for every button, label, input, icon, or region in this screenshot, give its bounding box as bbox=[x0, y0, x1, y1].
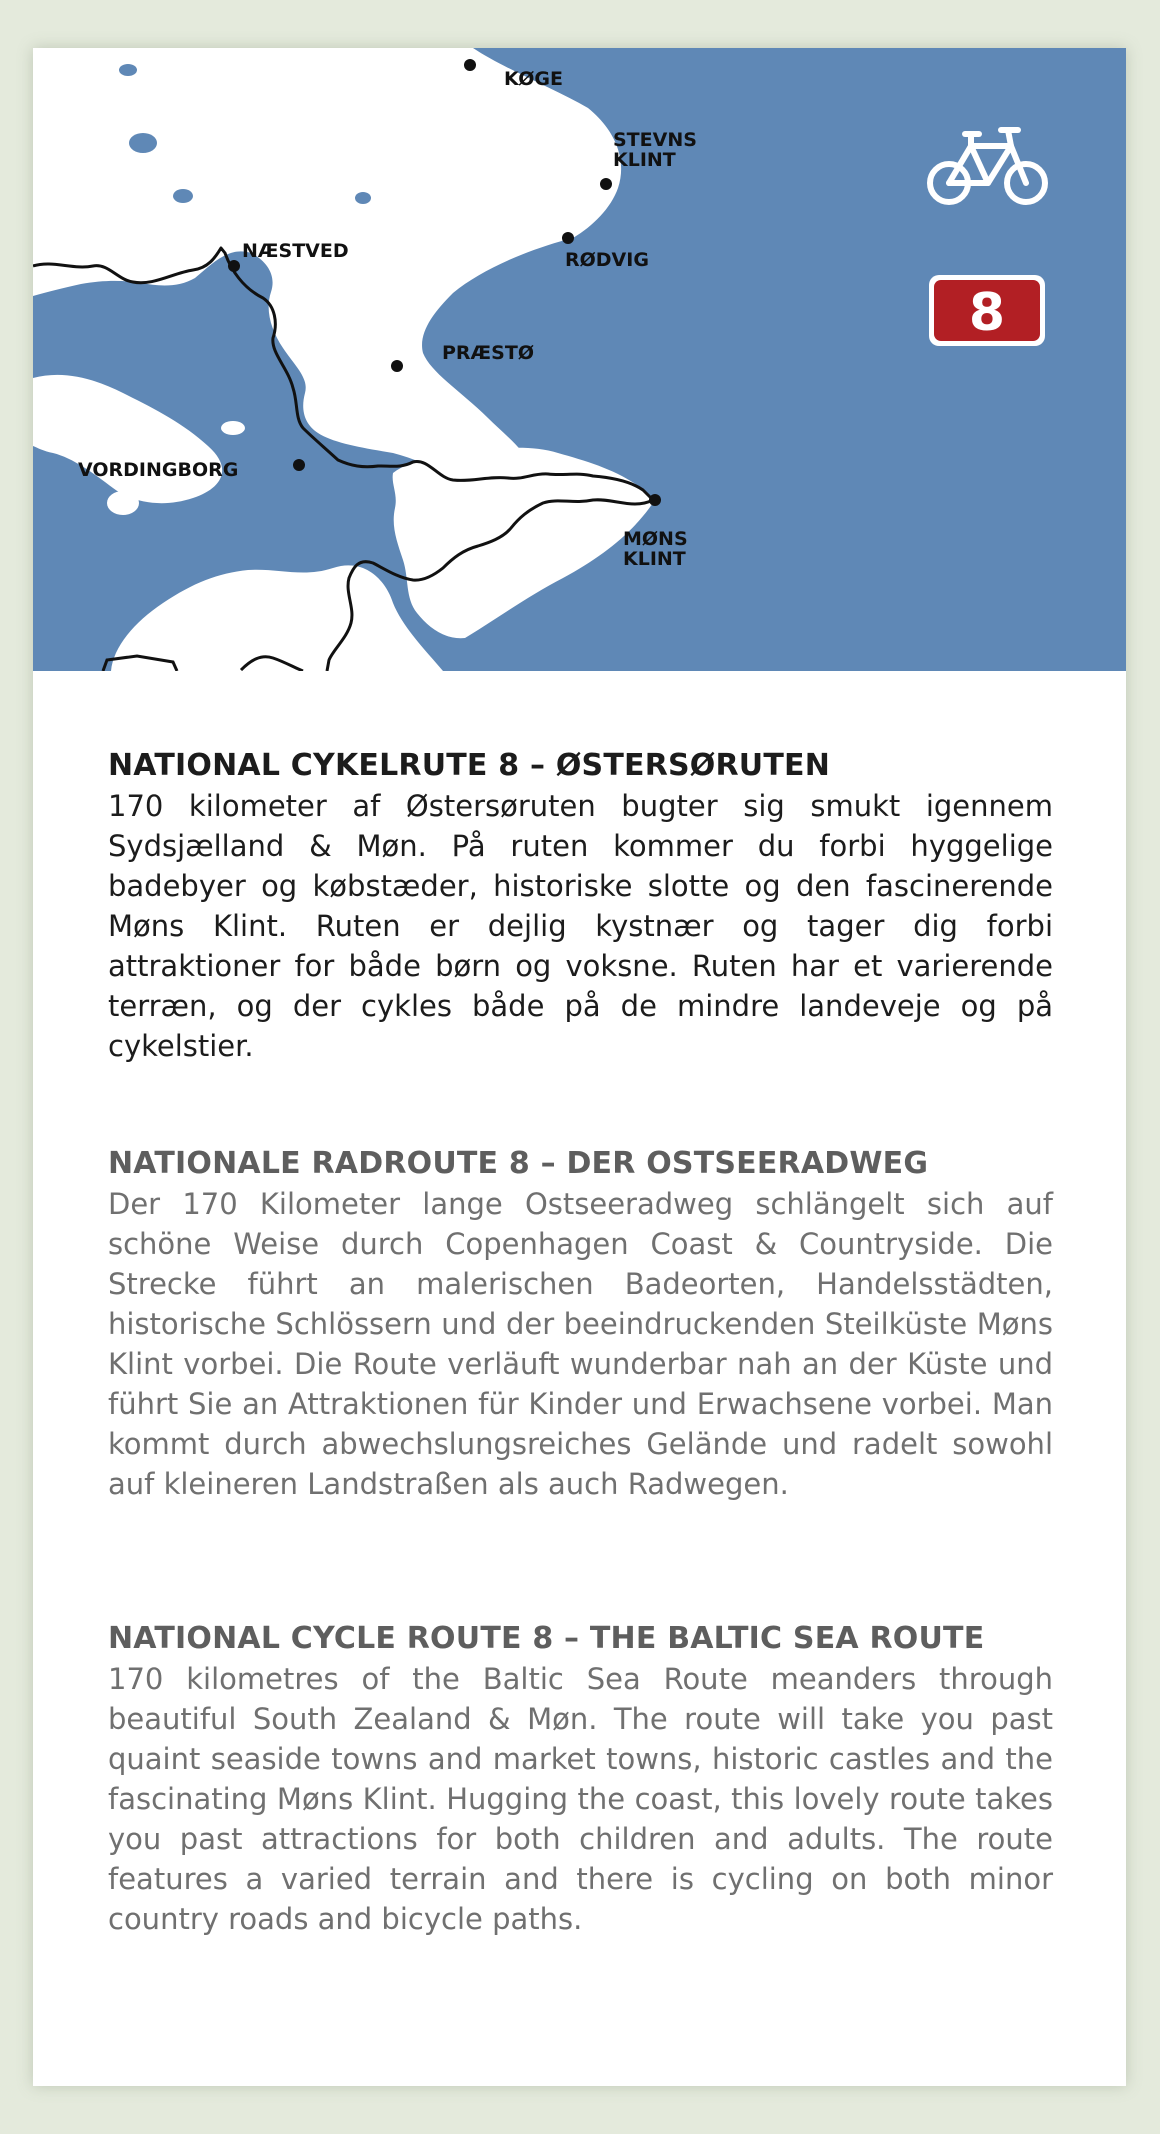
heading-german: NATIONALE RADROUTE 8 – DER OSTSEERADWEG bbox=[108, 1146, 929, 1181]
islet bbox=[467, 434, 503, 448]
body-german: Der 170 Kilometer lange Ostseeradweg schlängelt sich auf schöne Weise durch Copenhagen Coast & Countryside. Die Strecke führt an malerischen Badeorten, Handelsstädten, historische Schlössern und der beeindruckenden Steilküste Møns Klint vorbei. Die Route verläuft wunderbar nah an der Küste und führt Sie an Attraktionen für Kinder und Erwachsene vorbei. Man kommt durch abwechslungsreiches Gelände und radelt sowohl auf kleineren Landstraßen als auch Radwegen. bbox=[108, 1187, 1053, 1501]
islet bbox=[221, 421, 245, 435]
heading-danish: NATIONAL CYKELRUTE 8 – ØSTERSØRUTEN bbox=[108, 748, 831, 783]
route-map[interactable] bbox=[33, 48, 1126, 671]
town-dot-praestoe[interactable] bbox=[391, 360, 403, 372]
section-german bbox=[108, 1144, 1053, 1504]
section-danish bbox=[108, 746, 1053, 1066]
town-dot-stevns-klint[interactable] bbox=[600, 178, 612, 190]
town-label-roedvig: RØDVIG bbox=[565, 249, 649, 271]
lake bbox=[355, 192, 371, 204]
body-danish: 170 kilometer af Østersøruten bugter sig smukt igennem Sydsjælland & Møn. På ruten kommer du forbi hyggelige badebyer og købstæder, historiske slotte og den fascinerende Møns Klint. Ruten er dejlig kystnær og tager dig forbi attraktioner for både børn og voksne. Ruten har et varierende terræn, og der cykles både på de mindre landeveje og på cykelstier. bbox=[108, 789, 1053, 1063]
body-english: 170 kilometres of the Baltic Sea Route meanders through beautiful South Zealand & Møn. The route will take you past quaint seaside towns and market towns, historic castles and the fascinating Møns Klint. Hugging the coast, this lovely route takes you past attractions for both children and adults. The route features a varied terrain and there is cycling on both minor country roads and bicycle paths. bbox=[108, 1662, 1053, 1936]
lake bbox=[173, 189, 193, 203]
route-number-badge bbox=[929, 275, 1045, 346]
route-number: 8 bbox=[968, 283, 1006, 343]
town-dot-moens-klint[interactable] bbox=[649, 494, 661, 506]
town-dot-roedvig[interactable] bbox=[562, 232, 574, 244]
town-label-stevns-klint: KLINT bbox=[613, 149, 676, 171]
town-label-vordingborg: VORDINGBORG bbox=[78, 459, 239, 481]
town-label-praestoe: PRÆSTØ bbox=[442, 342, 534, 364]
town-label-naestved: NÆSTVED bbox=[242, 240, 349, 262]
town-dot-koege[interactable] bbox=[464, 59, 476, 71]
town-label-stevns: STEVNS bbox=[613, 129, 697, 151]
town-dot-naestved[interactable] bbox=[228, 260, 240, 272]
section-english bbox=[108, 1619, 1053, 1939]
town-label-moens: MØNS bbox=[623, 528, 688, 550]
islet bbox=[107, 491, 139, 515]
town-label-koege: KØGE bbox=[504, 68, 563, 90]
lake bbox=[119, 64, 137, 76]
route-card bbox=[33, 48, 1126, 2086]
town-label-moens-klint: KLINT bbox=[623, 548, 686, 570]
town-dot-vordingborg[interactable] bbox=[293, 459, 305, 471]
heading-english: NATIONAL CYCLE ROUTE 8 – THE BALTIC SEA ROUTE bbox=[108, 1621, 985, 1656]
lake bbox=[129, 133, 157, 153]
